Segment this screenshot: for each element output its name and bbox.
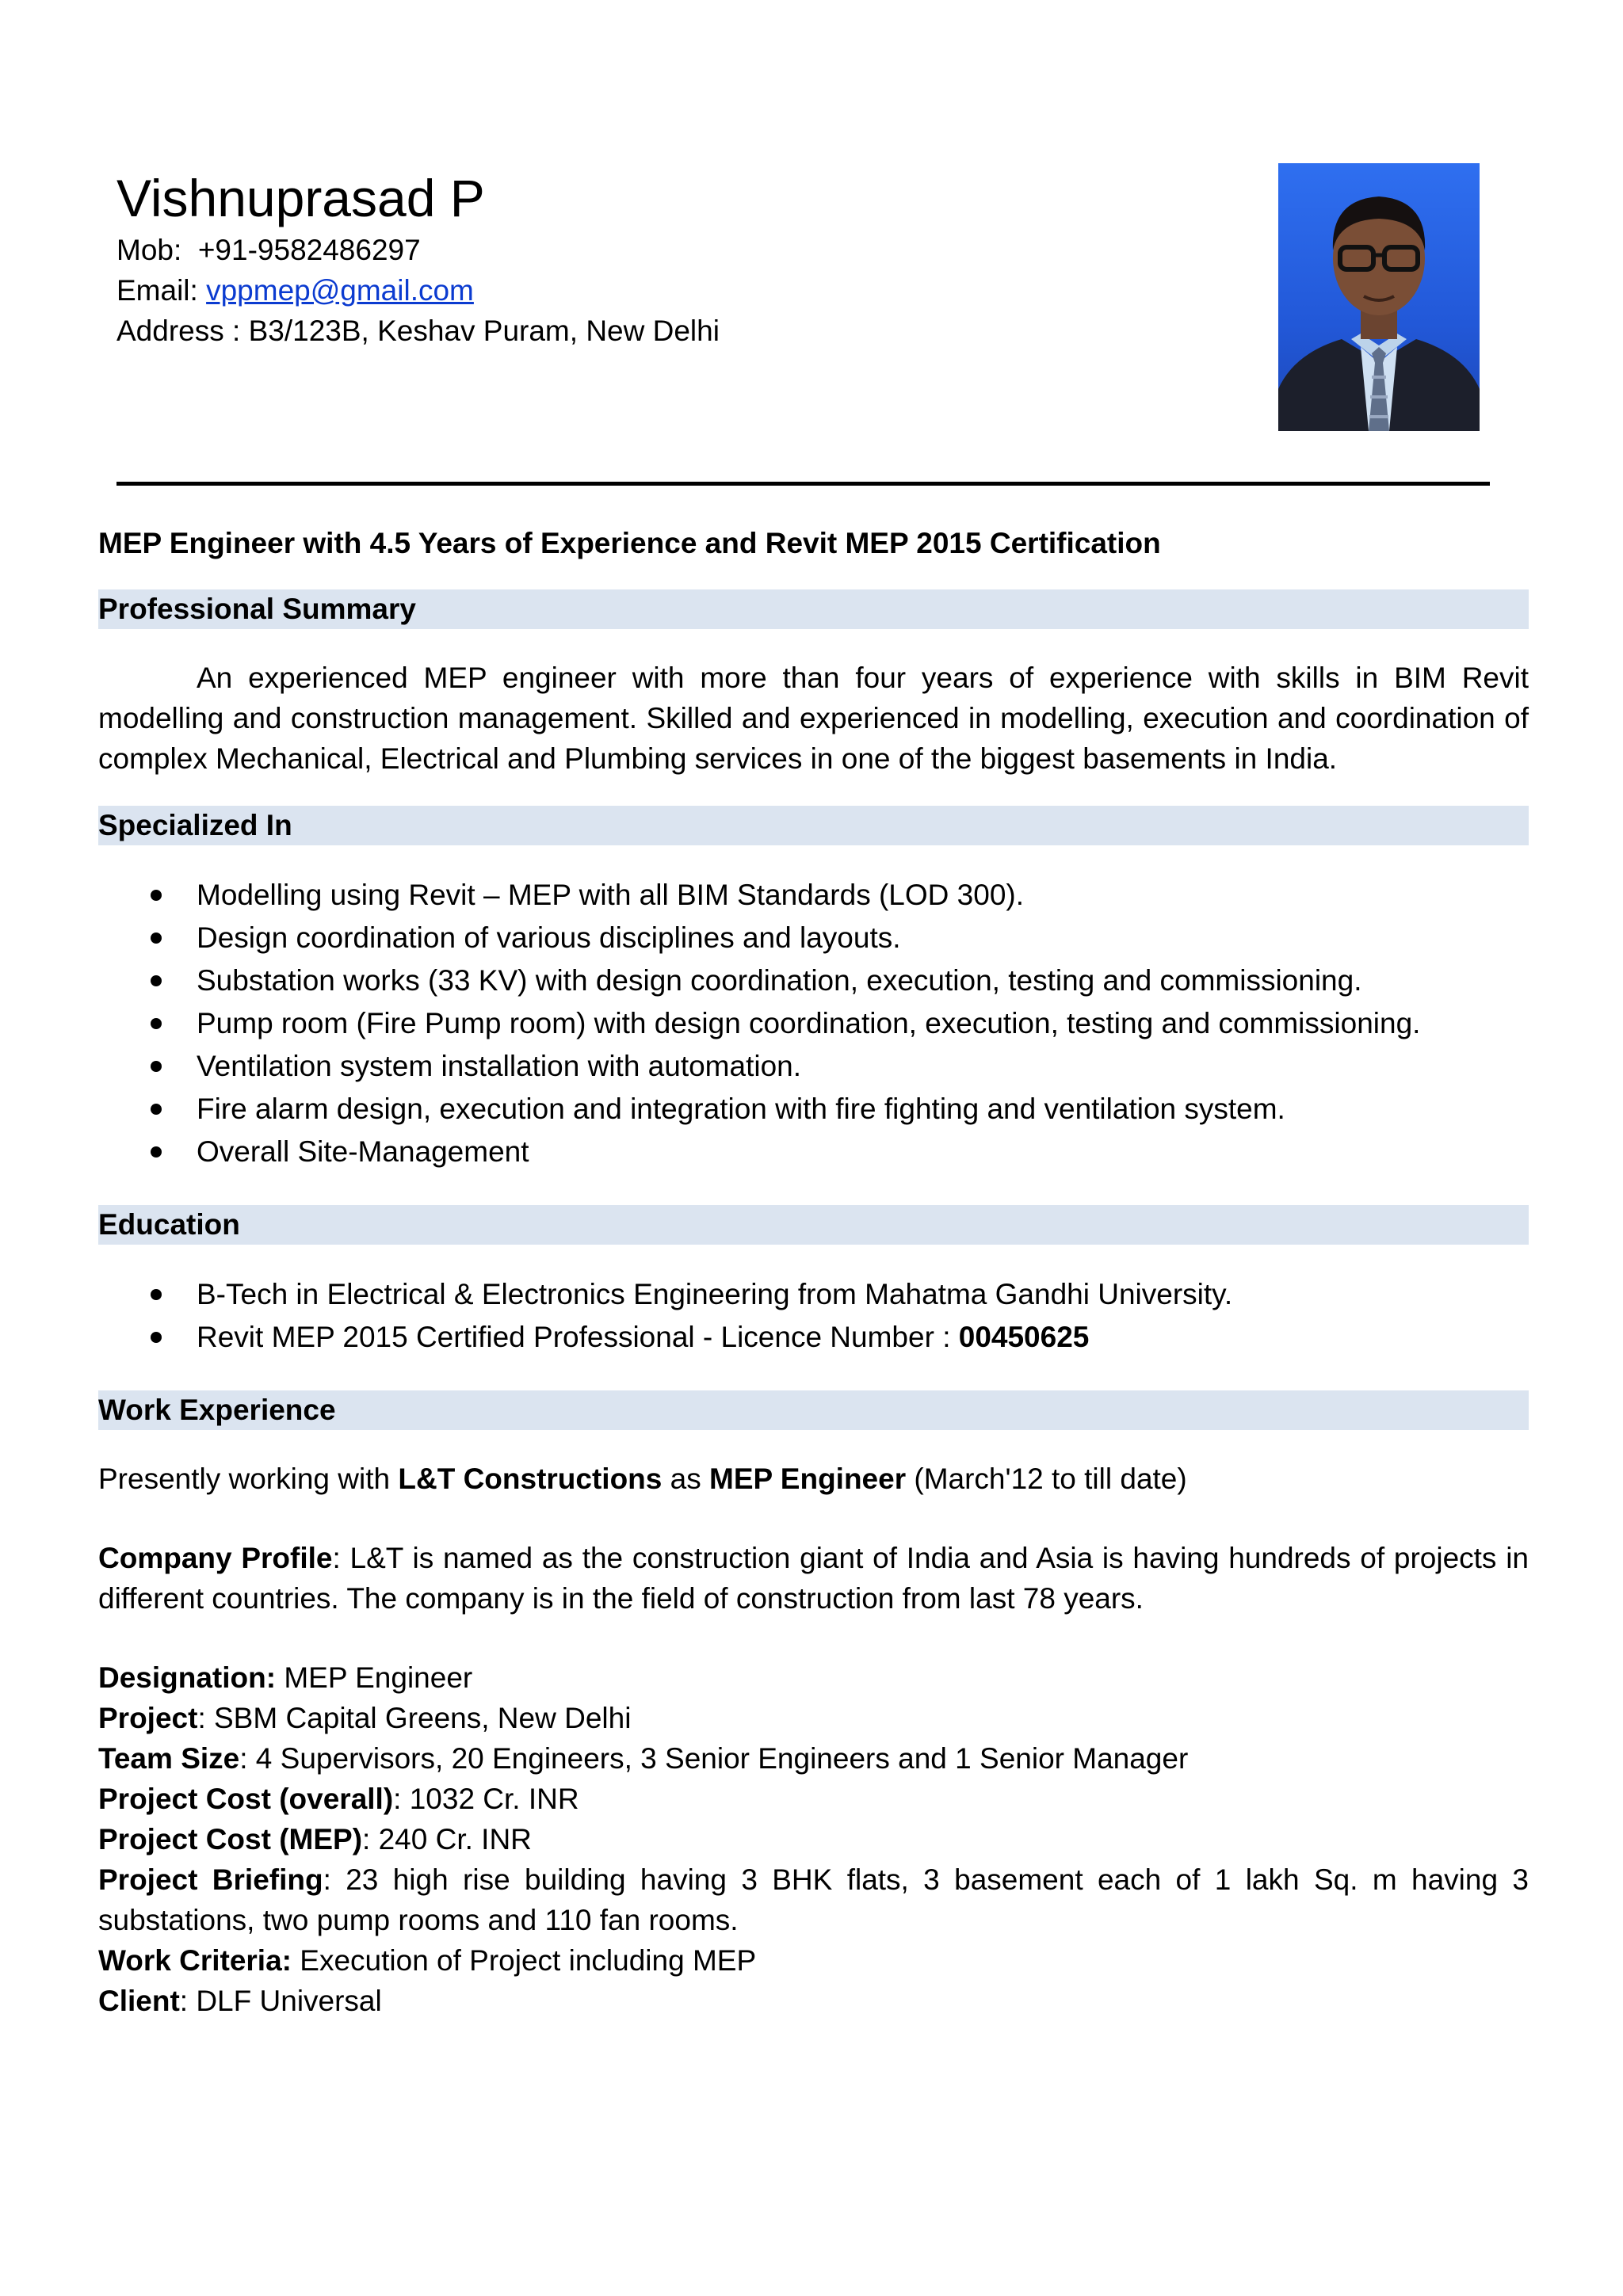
list-item-text: Substation works (33 KV) with design coordination, execution, testing and commissioning. xyxy=(197,964,1362,997)
bullet-icon xyxy=(151,1289,162,1300)
detail-value: : 1032 Cr. INR xyxy=(393,1783,579,1815)
education-list xyxy=(98,1273,1529,1359)
detail-value: : 240 Cr. INR xyxy=(362,1823,532,1855)
email-line xyxy=(116,270,1147,311)
list-item xyxy=(98,1273,1529,1316)
contact-header xyxy=(116,166,1147,351)
spacer xyxy=(98,1499,1529,1538)
list-item xyxy=(98,1002,1529,1045)
bullet-icon xyxy=(151,975,162,986)
work-period: (March'12 to till date) xyxy=(914,1463,1187,1495)
list-item xyxy=(98,1088,1529,1131)
bullet-icon xyxy=(151,933,162,944)
education-degree: B-Tech in Electrical & Electronics Engineering from Mahatma Gandhi University. xyxy=(197,1278,1233,1310)
detail-row xyxy=(98,1779,1529,1819)
specialized-list xyxy=(98,874,1529,1173)
list-item-text: Overall Site-Management xyxy=(197,1135,529,1168)
detail-value: : DLF Universal xyxy=(179,1985,382,2017)
summary-text: An experienced MEP engineer with more than four years of experience with skills in BIM Revit modelling and construction management. Skilled and experienced in modelling, execution and coordination of complex Mechanical, Electrical and Plumbing services in one of the biggest basements in India. xyxy=(98,662,1529,775)
detail-label: Work Criteria: xyxy=(98,1944,292,1977)
address-label: Address : xyxy=(116,315,241,347)
detail-value: MEP Engineer xyxy=(276,1661,473,1694)
address-value: B3/123B, Keshav Puram, New Delhi xyxy=(248,315,720,347)
list-item-text: Pump room (Fire Pump room) with design coordination, execution, testing and commissioning. xyxy=(197,1007,1421,1039)
spacer xyxy=(98,1619,1529,1657)
bullet-icon xyxy=(151,1146,162,1158)
address-line xyxy=(116,311,1147,351)
bullet-icon xyxy=(151,1104,162,1115)
project-details xyxy=(98,1657,1529,2021)
detail-row xyxy=(98,1859,1529,1940)
detail-label: Team Size xyxy=(98,1742,240,1775)
candidate-name: Vishnuprasad P xyxy=(116,169,485,227)
company-profile-label: Company Profile xyxy=(98,1542,333,1574)
detail-row xyxy=(98,1738,1529,1779)
list-item xyxy=(98,1316,1529,1359)
detail-label: Project Cost (overall) xyxy=(98,1783,394,1815)
section-work-experience: Work Experience xyxy=(98,1390,1529,1430)
header-divider xyxy=(116,482,1490,486)
list-item xyxy=(98,1131,1529,1173)
mobile-line xyxy=(116,230,1147,270)
mobile-number: +91-9582486297 xyxy=(197,234,421,266)
detail-label: Project Cost (MEP) xyxy=(98,1823,363,1855)
email-label: Email: xyxy=(116,274,198,307)
detail-row xyxy=(98,1940,1529,1981)
role-title: MEP Engineer xyxy=(709,1463,907,1495)
detail-row xyxy=(98,1981,1529,2021)
company-profile-text: : L&T is named as the construction giant of India and Asia is having hundreds of projects in different countries. The company is in the field of construction from last 78 years. xyxy=(98,1542,1529,1615)
work-intro-prefix: Presently working with xyxy=(98,1463,391,1495)
detail-row xyxy=(98,1698,1529,1738)
profile-photo xyxy=(1278,163,1480,431)
company-name: L&T Constructions xyxy=(398,1463,663,1495)
headline: MEP Engineer with 4.5 Years of Experience and Revit MEP 2015 Certification xyxy=(98,527,1161,559)
list-item xyxy=(98,874,1529,917)
licence-number: 00450625 xyxy=(958,1321,1090,1353)
list-item-text: Modelling using Revit – MEP with all BIM Standards (LOD 300). xyxy=(197,879,1025,911)
certification-text: Revit MEP 2015 Certified Professional - Licence Number : xyxy=(197,1321,951,1353)
detail-value: : 23 high rise building having 3 BHK flats, 3 basement each of 1 lakh Sq. m having 3 substations, two pump rooms and 110 fan rooms. xyxy=(98,1863,1529,1936)
detail-label: Project xyxy=(98,1702,198,1734)
bullet-icon xyxy=(151,1018,162,1029)
detail-value: : SBM Capital Greens, New Delhi xyxy=(197,1702,632,1734)
list-item-text: Ventilation system installation with automation. xyxy=(197,1050,802,1082)
bullet-icon xyxy=(151,1061,162,1072)
detail-row xyxy=(98,1657,1529,1698)
work-intro xyxy=(98,1459,1529,1499)
list-item xyxy=(98,959,1529,1002)
work-intro-as: as xyxy=(670,1463,701,1495)
detail-label: Designation: xyxy=(98,1661,277,1694)
list-item-text: Design coordination of various disciplines and layouts. xyxy=(197,921,901,954)
list-item-text: Fire alarm design, execution and integration with fire fighting and ventilation system. xyxy=(197,1093,1285,1125)
section-professional-summary: Professional Summary xyxy=(98,589,1529,629)
resume-content xyxy=(98,523,1529,2021)
mobile-label: Mob: xyxy=(116,234,182,266)
section-education: Education xyxy=(98,1205,1529,1245)
bullet-icon xyxy=(151,890,162,901)
detail-value: Execution of Project including MEP xyxy=(292,1944,757,1977)
detail-value: : 4 Supervisors, 20 Engineers, 3 Senior Engineers and 1 Senior Manager xyxy=(239,1742,1189,1775)
section-specialized-in: Specialized In xyxy=(98,806,1529,845)
list-item xyxy=(98,1045,1529,1088)
detail-label: Client xyxy=(98,1985,180,2017)
bullet-icon xyxy=(151,1332,162,1343)
detail-row xyxy=(98,1819,1529,1859)
list-item xyxy=(98,917,1529,959)
company-profile xyxy=(98,1538,1529,1619)
portrait-illustration xyxy=(1278,163,1480,431)
email-link[interactable]: vppmep@gmail.com xyxy=(206,274,474,307)
detail-label: Project Briefing xyxy=(98,1863,323,1896)
